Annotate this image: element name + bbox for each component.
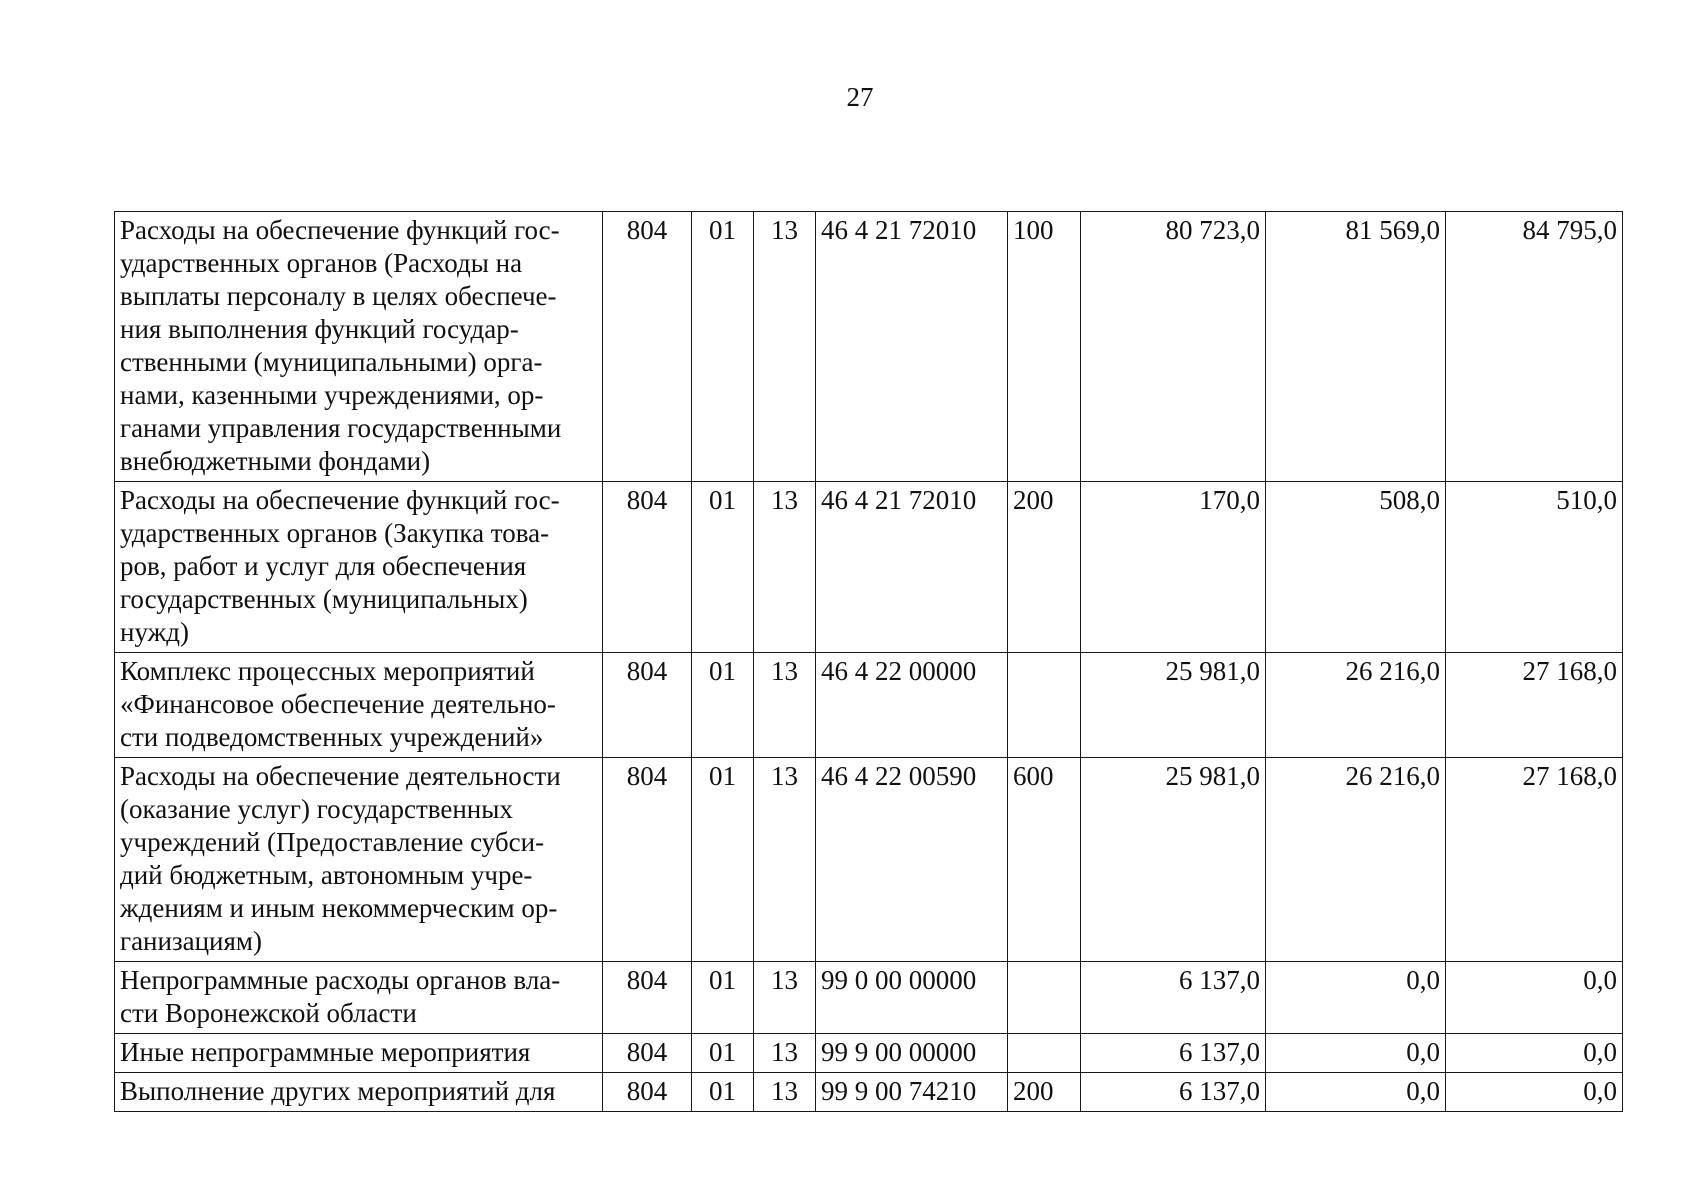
expense-type-cell: 100: [1008, 212, 1081, 482]
target-article-cell: 46 4 21 72010: [816, 212, 1008, 482]
amount-year3-cell: 27 168,0: [1446, 758, 1623, 962]
item-name-line: внебюджетными фондами): [120, 446, 431, 476]
expense-type-cell: 200: [1008, 1073, 1081, 1112]
amount-year1-cell: 6 137,0: [1081, 1034, 1266, 1073]
amount-year1-cell: 25 981,0: [1081, 653, 1266, 758]
table-row: [115, 1073, 1623, 1112]
item-name-line: нужд): [120, 617, 189, 647]
section-cell: 01: [692, 962, 754, 1034]
target-article-cell: 46 4 21 72010: [816, 482, 1008, 653]
table-row: [115, 962, 1623, 1034]
item-name-line: Расходы на обеспечение функций гос-: [120, 485, 560, 515]
amount-year1-cell: 25 981,0: [1081, 758, 1266, 962]
target-article-cell: 99 0 00 00000: [816, 962, 1008, 1034]
item-name-line: ния выполнения функций государ-: [120, 314, 519, 344]
item-name-line: Расходы на обеспечение функций гос-: [120, 215, 560, 245]
item-name-line: ждениям и иным некоммерческим ор-: [120, 893, 558, 923]
grbs-cell: 804: [603, 212, 692, 482]
amount-year2-cell: 81 569,0: [1266, 212, 1446, 482]
section-cell: 01: [692, 212, 754, 482]
item-name-cell: [115, 212, 603, 482]
amount-year2-cell: 26 216,0: [1266, 758, 1446, 962]
grbs-cell: 804: [603, 1034, 692, 1073]
item-name-cell: [115, 758, 603, 962]
subsection-cell: 13: [754, 1073, 816, 1112]
target-article-cell: 99 9 00 74210: [816, 1073, 1008, 1112]
subsection-cell: 13: [754, 758, 816, 962]
target-article-cell: 99 9 00 00000: [816, 1034, 1008, 1073]
grbs-cell: 804: [603, 653, 692, 758]
budget-table: [114, 211, 1623, 1112]
item-name-cell: [115, 1034, 603, 1073]
amount-year1-cell: 6 137,0: [1081, 962, 1266, 1034]
amount-year3-cell: 0,0: [1446, 962, 1623, 1034]
amount-year2-cell: 0,0: [1266, 1073, 1446, 1112]
item-name-line: ственными (муниципальными) орга-: [120, 347, 543, 377]
grbs-cell: 804: [603, 962, 692, 1034]
item-name-cell: [115, 482, 603, 653]
section-cell: 01: [692, 758, 754, 962]
table-row: [115, 653, 1623, 758]
amount-year3-cell: 84 795,0: [1446, 212, 1623, 482]
subsection-cell: 13: [754, 962, 816, 1034]
budget-table-body: [115, 212, 1623, 1112]
item-name-line: Комплекс процессных мероприятий: [120, 656, 535, 686]
section-cell: 01: [692, 1073, 754, 1112]
expense-type-cell: [1008, 962, 1081, 1034]
subsection-cell: 13: [754, 482, 816, 653]
item-name-line: государственных (муниципальных): [120, 584, 528, 614]
amount-year1-cell: 6 137,0: [1081, 1073, 1266, 1112]
table-row: [115, 1034, 1623, 1073]
amount-year1-cell: 80 723,0: [1081, 212, 1266, 482]
item-name-line: Расходы на обеспечение деятельности: [120, 761, 561, 791]
item-name-line: ударственных органов (Расходы на: [120, 248, 523, 278]
subsection-cell: 13: [754, 1034, 816, 1073]
expense-type-cell: 600: [1008, 758, 1081, 962]
table-row: [115, 212, 1623, 482]
amount-year3-cell: 0,0: [1446, 1034, 1623, 1073]
target-article-cell: 46 4 22 00000: [816, 653, 1008, 758]
item-name-line: ударственных органов (Закупка това-: [120, 518, 550, 548]
grbs-cell: 804: [603, 758, 692, 962]
item-name-line: сти Воронежской области: [120, 998, 417, 1028]
expense-type-cell: [1008, 653, 1081, 758]
subsection-cell: 13: [754, 653, 816, 758]
amount-year3-cell: 27 168,0: [1446, 653, 1623, 758]
amount-year1-cell: 170,0: [1081, 482, 1266, 653]
page-number: 27: [846, 82, 874, 112]
table-row: [115, 482, 1623, 653]
subsection-cell: 13: [754, 212, 816, 482]
amount-year2-cell: 0,0: [1266, 962, 1446, 1034]
amount-year2-cell: 508,0: [1266, 482, 1446, 653]
table-row: [115, 758, 1623, 962]
grbs-cell: 804: [603, 1073, 692, 1112]
item-name-cell: [115, 1073, 603, 1112]
item-name-line: сти подведомственных учреждений»: [120, 722, 544, 752]
item-name-line: Выполнение других мероприятий для: [120, 1076, 556, 1106]
item-name-line: дий бюджетным, автономным учре-: [120, 860, 533, 890]
amount-year3-cell: 0,0: [1446, 1073, 1623, 1112]
item-name-line: Непрограммные расходы органов вла-: [120, 965, 561, 995]
item-name-line: (оказание услуг) государственных: [120, 794, 513, 824]
amount-year2-cell: 26 216,0: [1266, 653, 1446, 758]
item-name-line: ганизациям): [120, 926, 263, 956]
section-cell: 01: [692, 653, 754, 758]
amount-year2-cell: 0,0: [1266, 1034, 1446, 1073]
target-article-cell: 46 4 22 00590: [816, 758, 1008, 962]
section-cell: 01: [692, 1034, 754, 1073]
amount-year3-cell: 510,0: [1446, 482, 1623, 653]
item-name-line: ганами управления государственными: [120, 413, 562, 443]
item-name-line: ров, работ и услуг для обеспечения: [120, 551, 527, 581]
item-name-line: нами, казенными учреждениями, ор-: [120, 380, 544, 410]
grbs-cell: 804: [603, 482, 692, 653]
item-name-line: Иные непрограммные мероприятия: [120, 1037, 531, 1067]
item-name-line: учреждений (Предоставление субси-: [120, 827, 545, 857]
section-cell: 01: [692, 482, 754, 653]
item-name-cell: [115, 962, 603, 1034]
item-name-line: выплаты персоналу в целях обеспече-: [120, 281, 557, 311]
expense-type-cell: [1008, 1034, 1081, 1073]
expense-type-cell: 200: [1008, 482, 1081, 653]
item-name-cell: [115, 653, 603, 758]
item-name-line: «Финансовое обеспечение деятельно-: [120, 689, 556, 719]
